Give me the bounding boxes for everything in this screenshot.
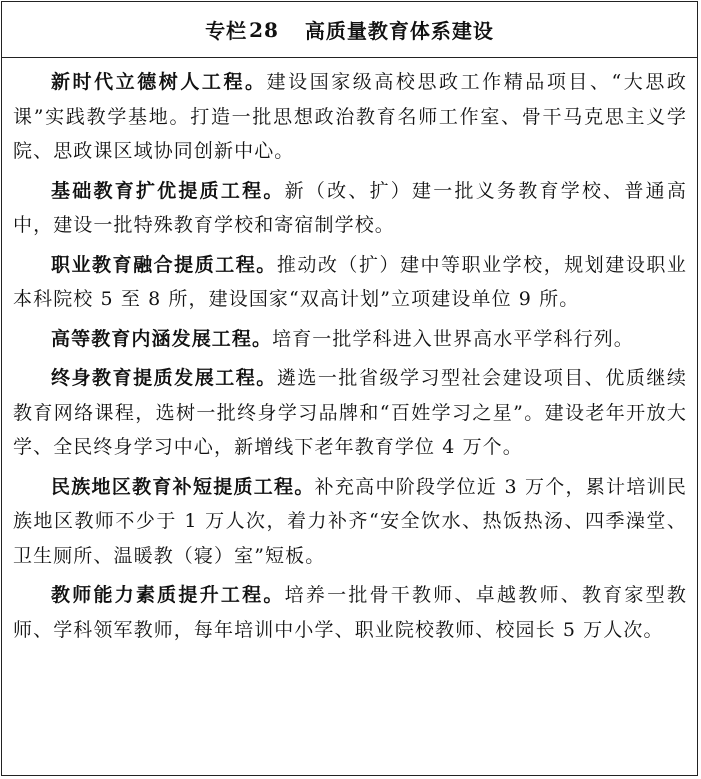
column-number: 28 (249, 17, 279, 42)
column-content (2, 58, 697, 647)
section-paragraph (13, 322, 687, 357)
section-text: 推动改（扩）建中等职业学校，规划建设职业本科院校 5 至 8 所，建设国家“双高计划”立项建设单位 9 所。 (13, 253, 687, 310)
section-text: 建设国家级高校思政工作精品项目、“大思政课”实践教学基地。打造一批思想政治教育名师工作室、骨干马克思主义学院、思政课区域协同创新中心。 (13, 71, 687, 162)
section-paragraph (13, 470, 687, 574)
section-text: 新（改、扩）建一批义务教育学校、普通高中，建设一批特殊教育学校和寄宿制学校。 (13, 179, 687, 236)
section-lead: 终身教育提质发展工程。 (51, 367, 277, 389)
section-lead: 民族地区教育补短提质工程。 (51, 475, 315, 498)
section-paragraph (13, 248, 687, 317)
section-text: 培育一批学科进入世界高水平学科行列。 (272, 327, 634, 350)
column-label: 专栏 (205, 19, 248, 43)
section-lead: 职业教育融合提质工程。 (51, 253, 277, 276)
section-text: 遴选一批省级学习型社会建设项目、优质继续教育网络课程，选树一批终身学习品牌和“百姓学习之星”。建设老年开放大学、全民终身学习中心，新增线下老年教育学位 4 万个。 (13, 367, 687, 458)
section-lead: 新时代立德树人工程。 (51, 71, 267, 93)
section-lead: 高等教育内涵发展工程。 (51, 327, 273, 350)
section-lead: 基础教育扩优提质工程。 (51, 179, 285, 202)
section-paragraph (13, 65, 687, 169)
column-box (1, 1, 698, 776)
section-lead: 教师能力素质提升工程。 (51, 584, 285, 606)
section-paragraph (13, 174, 687, 243)
column-title: 高质量教育体系建设 (304, 19, 494, 43)
section-text: 培养一批骨干教师、卓越教师、教育家型教师、学科领军教师，每年培训中小学、职业院校教师、校园长 5 万人次。 (13, 584, 687, 641)
column-header (2, 2, 697, 58)
section-paragraph (13, 361, 687, 465)
section-paragraph (13, 578, 687, 647)
section-text: 补充高中阶段学位近 3 万个，累计培训民族地区教师不少于 1 万人次，着力补齐“安全饮水、热饭热汤、四季澡堂、卫生厕所、温暖教（寝）室”短板。 (13, 475, 687, 567)
